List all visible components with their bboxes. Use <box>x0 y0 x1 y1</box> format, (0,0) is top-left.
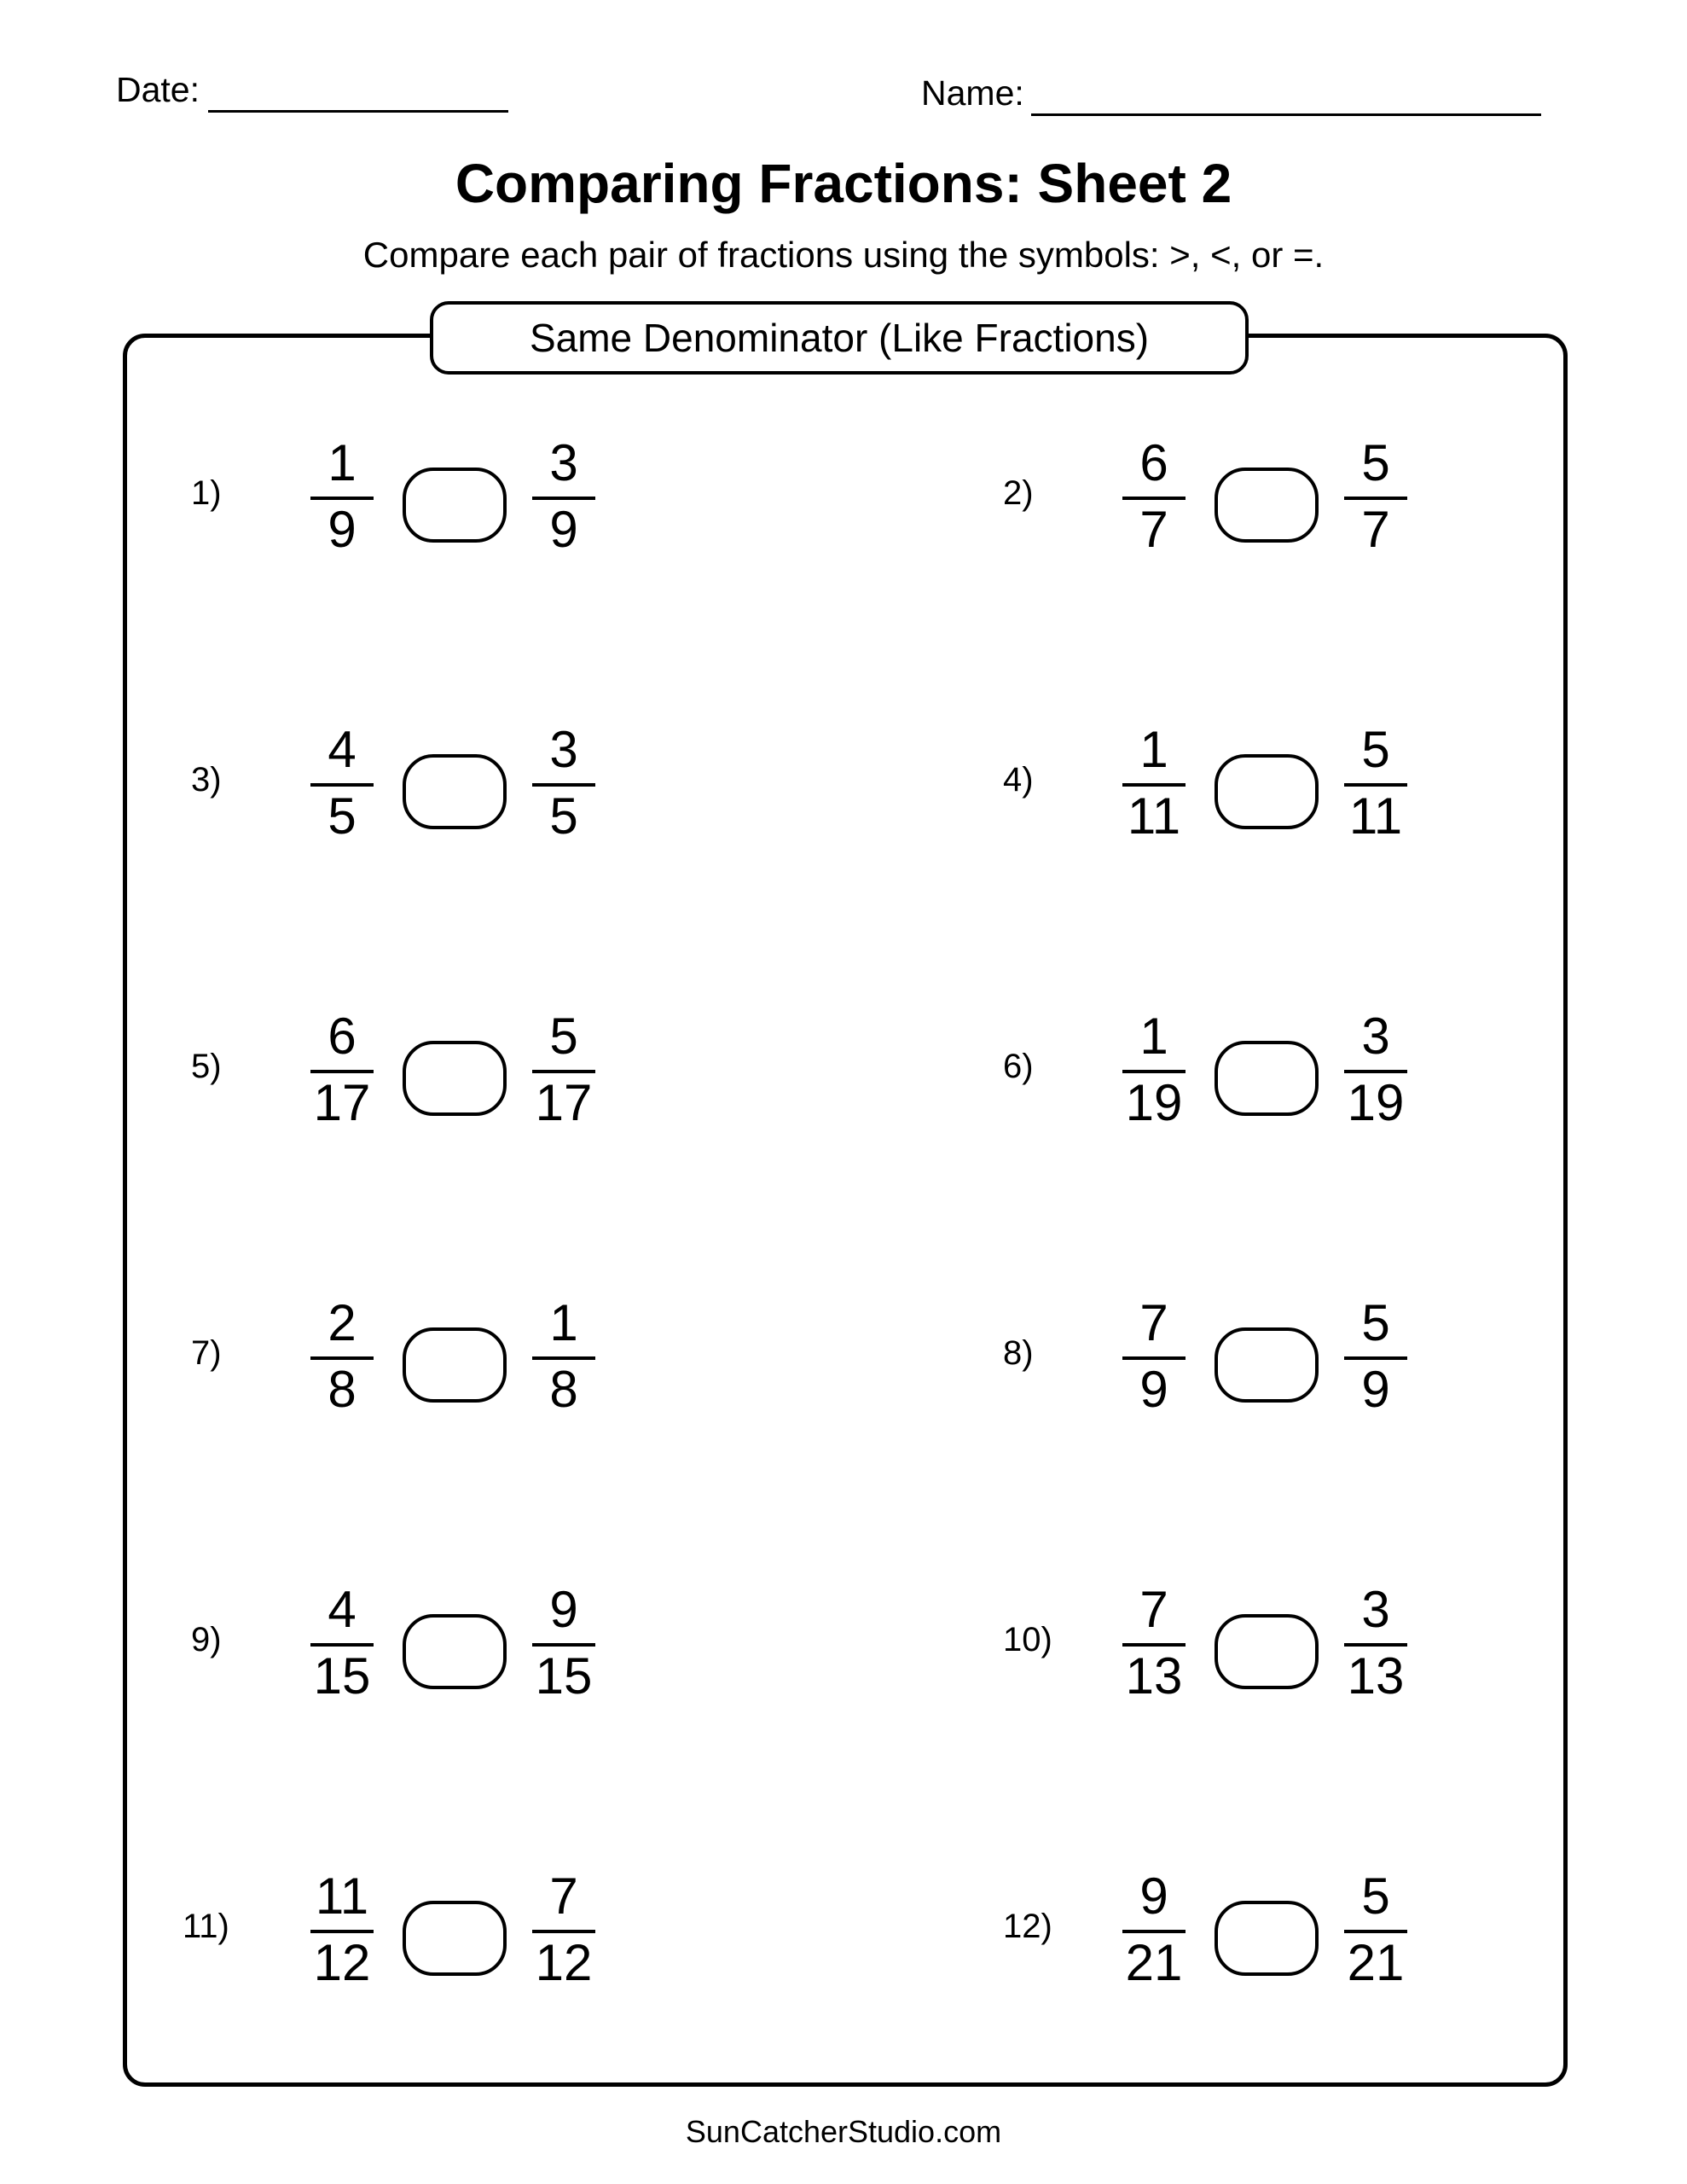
fraction-bar <box>532 1356 595 1360</box>
numerator: 5 <box>1361 434 1390 491</box>
fraction-bar <box>310 1356 374 1360</box>
problem-number: 1) <box>191 474 222 512</box>
fraction-bar <box>1344 1643 1407 1647</box>
fraction-bar <box>1122 1356 1186 1360</box>
denominator: 21 <box>1125 1934 1183 1991</box>
problem-number: 12) <box>1003 1908 1052 1945</box>
numerator: 1 <box>1139 1008 1168 1065</box>
page-title: Comparing Fractions: Sheet 2 <box>455 153 1232 214</box>
answer-box[interactable] <box>1215 754 1319 829</box>
denominator: 5 <box>328 787 357 845</box>
instructions: Compare each pair of fractions using the symbols: >, <, or =. <box>362 235 1325 275</box>
problem-10 <box>1003 1580 1687 1708</box>
fraction-bar <box>1344 783 1407 787</box>
problem-7 <box>191 1293 890 1421</box>
problem-number: 5) <box>191 1048 222 1085</box>
numerator: 7 <box>1139 1581 1168 1638</box>
fraction-bar <box>1344 1356 1407 1360</box>
fraction-left <box>1122 720 1186 848</box>
fraction-right <box>532 1867 595 1995</box>
problem-4 <box>1003 720 1687 848</box>
footer-credit: SunCatcherStudio.com <box>685 2114 1002 2149</box>
denominator: 9 <box>1139 1361 1168 1418</box>
date-field <box>116 70 508 113</box>
name-input-line[interactable] <box>1031 73 1541 116</box>
fraction-right <box>532 1293 595 1421</box>
denominator: 5 <box>549 787 578 845</box>
fraction-left <box>1122 1580 1186 1708</box>
problem-11 <box>183 1867 890 1995</box>
section-label-text: Same Denominator (Like Fractions) <box>529 316 1150 360</box>
denominator: 21 <box>1347 1934 1405 1991</box>
denominator: 15 <box>313 1647 371 1705</box>
numerator: 3 <box>1361 1008 1390 1065</box>
numerator: 5 <box>1361 1867 1390 1925</box>
fraction-left <box>1122 433 1186 561</box>
fraction-bar <box>310 783 374 787</box>
denominator: 9 <box>1361 1361 1390 1418</box>
numerator: 1 <box>1139 721 1168 778</box>
numerator: 3 <box>549 434 578 491</box>
fraction-bar <box>532 1070 595 1073</box>
answer-box[interactable] <box>403 754 507 829</box>
fraction-right <box>532 433 595 561</box>
denominator: 8 <box>328 1361 357 1418</box>
numerator: 9 <box>549 1581 578 1638</box>
answer-box[interactable] <box>1215 1327 1319 1403</box>
denominator: 9 <box>328 501 357 558</box>
problem-number: 4) <box>1003 761 1034 799</box>
problem-1 <box>191 433 890 561</box>
fraction-left <box>310 433 374 561</box>
fraction-bar <box>532 1930 595 1933</box>
numerator: 6 <box>1139 434 1168 491</box>
denominator: 15 <box>535 1647 593 1705</box>
fraction-left <box>1122 1867 1186 1995</box>
fraction-bar <box>532 1643 595 1647</box>
problem-number: 11) <box>183 1908 229 1945</box>
fraction-right <box>1344 433 1407 561</box>
denominator: 13 <box>1347 1647 1405 1705</box>
fraction-bar <box>532 783 595 787</box>
fraction-left <box>310 1007 374 1135</box>
denominator: 11 <box>1127 787 1181 845</box>
fraction-bar <box>310 1643 374 1647</box>
fraction-bar <box>1344 497 1407 500</box>
fraction-right <box>1344 1293 1407 1421</box>
fraction-left <box>310 720 374 848</box>
denominator: 19 <box>1347 1074 1405 1131</box>
problem-number: 10) <box>1003 1621 1052 1658</box>
numerator: 9 <box>1139 1867 1168 1925</box>
numerator: 5 <box>1361 1294 1390 1351</box>
denominator: 9 <box>549 501 578 558</box>
fraction-left <box>310 1867 374 1995</box>
fraction-bar <box>310 497 374 500</box>
numerator: 2 <box>328 1294 357 1351</box>
problem-12 <box>1003 1867 1687 1995</box>
answer-box[interactable] <box>1215 468 1319 543</box>
problem-number: 7) <box>191 1334 222 1372</box>
answer-box[interactable] <box>403 468 507 543</box>
problem-number: 8) <box>1003 1334 1034 1372</box>
answer-box[interactable] <box>1215 1614 1319 1689</box>
numerator: 1 <box>549 1294 578 1351</box>
problem-number: 2) <box>1003 474 1034 512</box>
denominator: 12 <box>535 1934 593 1991</box>
denominator: 13 <box>1125 1647 1183 1705</box>
denominator: 12 <box>313 1934 371 1991</box>
section-label <box>430 301 1249 375</box>
fraction-right <box>532 720 595 848</box>
problem-number: 6) <box>1003 1048 1034 1085</box>
date-label: Date: <box>116 70 200 109</box>
numerator: 3 <box>1361 1581 1390 1638</box>
fraction-bar <box>1344 1930 1407 1933</box>
fraction-left <box>1122 1007 1186 1135</box>
fraction-bar <box>532 497 595 500</box>
numerator: 11 <box>315 1867 369 1925</box>
numerator: 6 <box>328 1008 357 1065</box>
denominator: 19 <box>1125 1074 1183 1131</box>
numerator: 5 <box>549 1008 578 1065</box>
fraction-bar <box>1122 1643 1186 1647</box>
problem-number: 3) <box>191 761 222 799</box>
denominator: 11 <box>1348 787 1403 845</box>
problem-5 <box>191 1007 890 1135</box>
name-field <box>921 73 1541 116</box>
problem-3 <box>191 720 890 848</box>
problems-frame <box>123 334 1568 2087</box>
numerator: 4 <box>328 1581 357 1638</box>
numerator: 7 <box>549 1867 578 1925</box>
numerator: 7 <box>1139 1294 1168 1351</box>
answer-box[interactable] <box>403 1041 507 1116</box>
fraction-right <box>532 1580 595 1708</box>
numerator: 1 <box>328 434 357 491</box>
name-label: Name: <box>921 73 1024 113</box>
answer-box[interactable] <box>403 1901 507 1976</box>
problem-6 <box>1003 1007 1687 1135</box>
answer-box[interactable] <box>403 1614 507 1689</box>
fraction-left <box>310 1293 374 1421</box>
answer-box[interactable] <box>1215 1901 1319 1976</box>
problem-9 <box>191 1580 890 1708</box>
numerator: 3 <box>549 721 578 778</box>
fraction-left <box>1122 1293 1186 1421</box>
fraction-right <box>1344 1007 1407 1135</box>
fraction-bar <box>1122 1930 1186 1933</box>
fraction-right <box>1344 720 1407 848</box>
fraction-left <box>310 1580 374 1708</box>
fraction-right <box>532 1007 595 1135</box>
numerator: 5 <box>1361 721 1390 778</box>
fraction-bar <box>1122 497 1186 500</box>
fraction-bar <box>1122 783 1186 787</box>
problem-8 <box>1003 1293 1687 1421</box>
answer-box[interactable] <box>1215 1041 1319 1116</box>
fraction-right <box>1344 1580 1407 1708</box>
denominator: 17 <box>535 1074 593 1131</box>
denominator: 17 <box>313 1074 371 1131</box>
denominator: 8 <box>549 1361 578 1418</box>
denominator: 7 <box>1361 501 1390 558</box>
fraction-bar <box>1122 1070 1186 1073</box>
problem-number: 9) <box>191 1621 222 1658</box>
date-input-line[interactable] <box>208 70 508 113</box>
fraction-bar <box>1344 1070 1407 1073</box>
numerator: 4 <box>328 721 357 778</box>
denominator: 7 <box>1139 501 1168 558</box>
fraction-bar <box>310 1930 374 1933</box>
answer-box[interactable] <box>403 1327 507 1403</box>
fraction-right <box>1344 1867 1407 1995</box>
problem-2 <box>1003 433 1687 561</box>
fraction-bar <box>310 1070 374 1073</box>
